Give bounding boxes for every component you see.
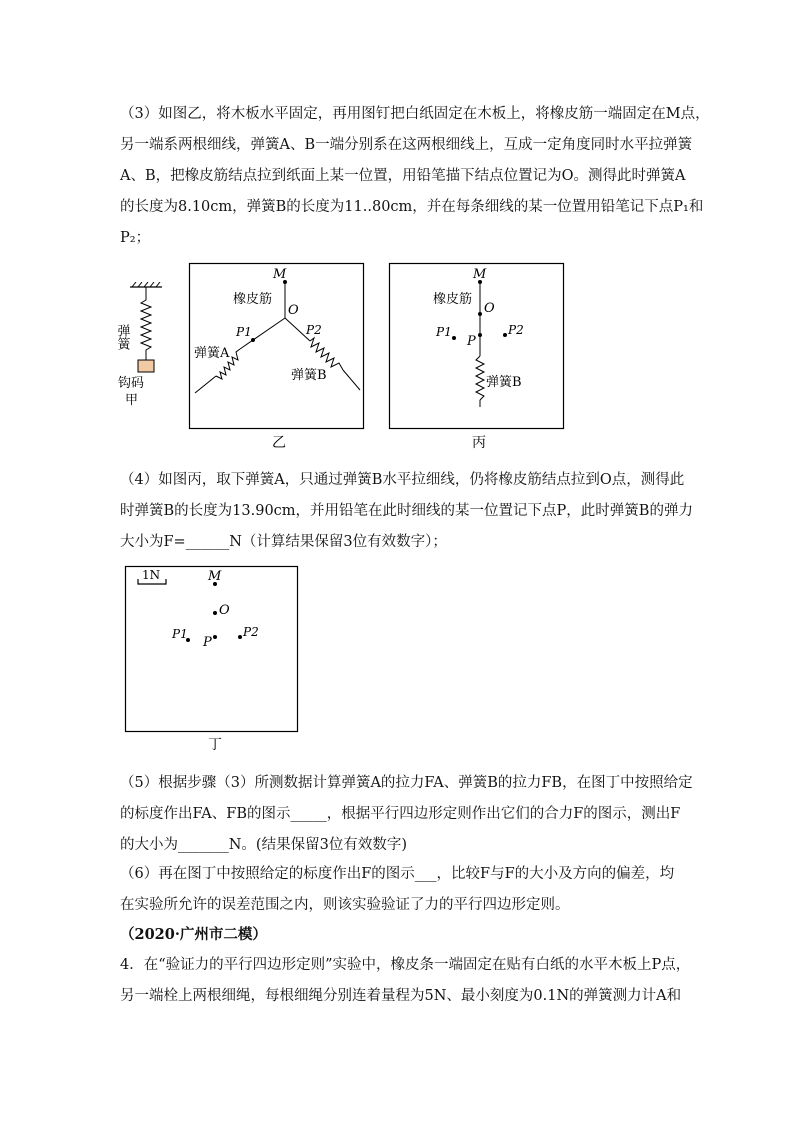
point-O-ding	[213, 611, 217, 615]
point-P-bing	[478, 333, 482, 337]
figure-yi	[188, 262, 368, 452]
label-P2-bing: P2	[508, 323, 524, 337]
p3-line-4: 的长度为8.10cm，弹簧B的长度为11..80cm，并在每条细线的某一位置用铅笔记下点P₁和	[120, 199, 704, 215]
p5-line-1: （5）根据步骤（3）所测数据计算弹簧A的拉力FA、弹簧B的拉力FB，在图丁中按照给定	[120, 775, 693, 791]
p3-line-3: A、B，把橡皮筋结点拉到纸面上某一位置，用铅笔描下结点位置记为O。测得此时弹簧A	[120, 168, 686, 184]
caption-bing: 丙	[472, 435, 486, 451]
p4-line-1: （4）如图丙，取下弹簧A，只通过弹簧B水平拉细线，仍将橡皮筋结点拉到O点，测得此	[120, 472, 685, 488]
label-O-bing: O	[484, 301, 495, 316]
p6-line-1: （6）再在图丁中按照给定的标度作出F的图示___，比较F与F的大小及方向的偏差，均	[120, 866, 675, 882]
q4-line-1: 4．在“验证力的平行四边形定则”实验中，橡皮条一端固定在贴有白纸的水平木板上P点，	[120, 957, 691, 973]
p3-line-2: 另一端系两根细线，弹簧A、B一端分别系在这两根细线上，互成一定角度同时水平拉弹簧	[120, 137, 693, 153]
p4-line-3: 大小为F=______N（计算结果保留3位有效数字）；	[120, 534, 447, 550]
label-P1-yi: P1	[236, 325, 252, 339]
label-P2-ding: P2	[243, 625, 259, 639]
label-M-bing: M	[473, 267, 487, 282]
q4-line-2: 另一端栓上两根细绳，每根细绳分别连着量程为5N、最小刻度为0.1N的弹簧测力计A和	[120, 988, 682, 1004]
label-rubber-yi: 橡皮筋	[233, 292, 273, 307]
caption-ding: 丁	[208, 737, 222, 753]
label-O-yi: O	[288, 303, 299, 318]
point-P2-ding	[238, 635, 242, 639]
point-P2-bing	[503, 333, 507, 337]
label-springB-bing: 弹簧B	[486, 375, 522, 390]
weight-label: 钩码	[118, 376, 145, 391]
point-P-ding	[213, 635, 217, 639]
caption-yi: 乙	[272, 435, 286, 451]
p5-line-2: 的标度作出FA、FB的图示_____，根据平行四边形定则作出它们的合力F的图示，测出F	[120, 806, 681, 822]
figure-jia	[112, 282, 182, 412]
label-M-ding: M	[208, 569, 222, 584]
caption-jia: 甲	[125, 393, 139, 408]
p4-line-2: 时弹簧B的长度为13.90cm，并用铅笔在此时细线的某一位置记下点P，此时弹簧B的弹力	[120, 503, 693, 519]
figure-ding	[124, 563, 304, 755]
label-P-bing: P	[467, 334, 476, 349]
label-rubber-bing: 橡皮筋	[433, 292, 473, 307]
point-P1-bing	[452, 336, 456, 340]
label-P1-ding: P1	[172, 627, 188, 641]
scale-label: 1N	[142, 568, 161, 582]
label-M-yi: M	[273, 267, 287, 282]
source-label: （2020·广州市二模）	[120, 926, 267, 943]
spring-label-jia: 弹簧	[114, 324, 130, 350]
label-springA-yi: 弹簧A	[194, 346, 230, 361]
point-O-bing	[478, 312, 482, 316]
p5-line-3: 的大小为_______N。(结果保留3位有效数字)	[120, 837, 407, 853]
label-P1-bing: P1	[436, 325, 452, 339]
figure-bing	[388, 262, 568, 452]
label-O-ding: O	[219, 603, 230, 618]
p3-line-5: P₂；	[120, 230, 151, 246]
label-P-ding: P	[203, 635, 212, 650]
label-P2-yi: P2	[306, 323, 322, 337]
p3-line-1: （3）如图乙，将木板水平固定，再用图钉把白纸固定在木板上，将橡皮筋一端固定在M点，	[120, 106, 710, 122]
label-springB-yi: 弹簧B	[291, 368, 327, 383]
p6-line-2: 在实验所允许的误差范围之内，则该实验验证了力的平行四边形定则。	[120, 897, 570, 913]
